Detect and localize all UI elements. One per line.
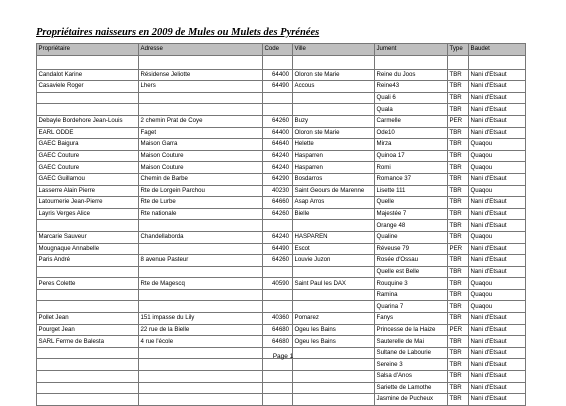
cell-type: TBR	[448, 394, 469, 406]
cell-type: TBR	[448, 220, 469, 232]
cell-type: TBR	[448, 81, 469, 93]
cell-mare: Sultane de Labourie	[375, 347, 448, 359]
cell-type: TBR	[448, 371, 469, 383]
cell-code: 64400	[263, 127, 293, 139]
cell-code: 64260	[263, 255, 293, 267]
cell-type: TBR	[448, 266, 469, 278]
cell-city: Bielle	[293, 208, 375, 220]
cell-address: Faget	[139, 127, 263, 139]
header-mare: Jument	[375, 44, 448, 56]
cell-type: TBR	[448, 162, 469, 174]
table-row	[37, 115, 526, 127]
cell-type: TBR	[448, 336, 469, 348]
cell-code	[263, 289, 293, 301]
table-row	[37, 92, 526, 104]
cell-mare: Sereine 3	[375, 359, 448, 371]
table-row	[37, 289, 526, 301]
cell-city: Pomarez	[293, 313, 375, 325]
table-row	[37, 324, 526, 336]
cell-owner	[37, 92, 139, 104]
table-row	[37, 313, 526, 325]
cell-address	[139, 243, 263, 255]
cell-city: HASPAREN	[293, 231, 375, 243]
cell-owner: Mougnaque Annabelle	[37, 243, 139, 255]
table-row	[37, 301, 526, 313]
cell-code: 40590	[263, 278, 293, 290]
cell-address	[139, 92, 263, 104]
cell-address	[139, 266, 263, 278]
cell-address: Maison Couture	[139, 150, 263, 162]
cell-city: Hasparren	[293, 150, 375, 162]
cell-owner: Casaviele Roger	[37, 81, 139, 93]
cell-address	[139, 289, 263, 301]
cell-mare: Majestée 7	[375, 208, 448, 220]
cell-code	[263, 104, 293, 116]
cell-donkey: Nani d'Etsaut	[469, 324, 526, 336]
table-row	[37, 81, 526, 93]
cell-owner	[37, 104, 139, 116]
cell-owner	[37, 289, 139, 301]
cell-code: 64240	[263, 231, 293, 243]
cell-mare: Ode10	[375, 127, 448, 139]
table-row	[37, 208, 526, 220]
cell-type: TBR	[448, 127, 469, 139]
table-row	[37, 278, 526, 290]
cell-address	[139, 55, 263, 69]
cell-mare: Lisette 111	[375, 185, 448, 197]
cell-address	[139, 104, 263, 116]
table-row	[37, 69, 526, 81]
cell-mare: Princesse de la Haize	[375, 324, 448, 336]
cell-donkey: Nani d'Etsaut	[469, 394, 526, 406]
cell-donkey: Nani d'Etsaut	[469, 371, 526, 383]
cell-mare: Rosée d'Ossau	[375, 255, 448, 267]
cell-mare: Quelle	[375, 197, 448, 209]
cell-address: Rte de Lurbe	[139, 197, 263, 209]
table-row	[37, 197, 526, 209]
cell-city: Bosdarros	[293, 173, 375, 185]
table-row	[37, 231, 526, 243]
cell-donkey: Nani d'Etsaut	[469, 115, 526, 127]
cell-address	[139, 220, 263, 232]
cell-code	[263, 359, 293, 371]
cell-type: TBR	[448, 231, 469, 243]
cell-code: 64260	[263, 208, 293, 220]
cell-type: PER	[448, 324, 469, 336]
cell-address: Rte de Lorgein Parchou	[139, 185, 263, 197]
cell-owner: Candalot Karine	[37, 69, 139, 81]
cell-city: Ogeu les Bains	[293, 324, 375, 336]
cell-type	[448, 55, 469, 69]
cell-address: 22 rue de la Bielle	[139, 324, 263, 336]
header-code: Code	[263, 44, 293, 56]
cell-mare: Orange 48	[375, 220, 448, 232]
cell-donkey: Quaqou	[469, 231, 526, 243]
cell-owner: SARL Ferme de Balesta	[37, 336, 139, 348]
cell-owner: Peres Colette	[37, 278, 139, 290]
cell-owner: Pollet Jean	[37, 313, 139, 325]
cell-donkey: Nani d'Etsaut	[469, 359, 526, 371]
table-header-row	[37, 44, 526, 56]
cell-type: TBR	[448, 92, 469, 104]
cell-code: 64660	[263, 197, 293, 209]
cell-owner	[37, 359, 139, 371]
cell-address: Chemin de Barbe	[139, 173, 263, 185]
cell-mare: Rouquine 3	[375, 278, 448, 290]
cell-city	[293, 104, 375, 116]
cell-type: TBR	[448, 301, 469, 313]
cell-mare: Quarina 7	[375, 301, 448, 313]
cell-type: TBR	[448, 139, 469, 151]
header-owner: Propriétaire	[37, 44, 139, 56]
cell-type: TBR	[448, 278, 469, 290]
cell-city: Helette	[293, 139, 375, 151]
cell-city: Oloron ste Marie	[293, 127, 375, 139]
cell-owner: Layris Verges Alice	[37, 208, 139, 220]
cell-type: TBR	[448, 208, 469, 220]
cell-mare: Fanys	[375, 313, 448, 325]
cell-code: 64240	[263, 150, 293, 162]
cell-city	[293, 382, 375, 394]
cell-owner	[37, 371, 139, 383]
cell-owner	[37, 382, 139, 394]
cell-address: 151 impasse du Lily	[139, 313, 263, 325]
table-row	[37, 139, 526, 151]
cell-code	[263, 382, 293, 394]
cell-owner: GAEC Guillamou	[37, 173, 139, 185]
table-row	[37, 266, 526, 278]
cell-city	[293, 359, 375, 371]
cell-address: Rte de Magescq	[139, 278, 263, 290]
cell-owner: GAEC Couture	[37, 162, 139, 174]
cell-address: Résidense Jeliotte	[139, 69, 263, 81]
cell-code: 64290	[263, 173, 293, 185]
cell-city: Saint Paul les DAX	[293, 278, 375, 290]
cell-mare: Reine du Joos	[375, 69, 448, 81]
cell-donkey: Nani d'Etsaut	[469, 173, 526, 185]
table-row	[37, 336, 526, 348]
cell-type: TBR	[448, 289, 469, 301]
cell-code: 40360	[263, 313, 293, 325]
cell-mare: Qualine	[375, 231, 448, 243]
cell-code	[263, 92, 293, 104]
cell-city	[293, 266, 375, 278]
cell-type: PER	[448, 115, 469, 127]
cell-address: Chandellaborda	[139, 231, 263, 243]
cell-type: TBR	[448, 382, 469, 394]
cell-code: 64260	[263, 115, 293, 127]
cell-code: 64240	[263, 162, 293, 174]
cell-mare: Quinoa 17	[375, 150, 448, 162]
cell-address	[139, 382, 263, 394]
cell-type: TBR	[448, 104, 469, 116]
cell-city: Louvie Juzon	[293, 255, 375, 267]
cell-address	[139, 359, 263, 371]
cell-address: Maison Couture	[139, 162, 263, 174]
cell-owner: Latournerie Jean-Pierre	[37, 197, 139, 209]
cell-city	[293, 220, 375, 232]
cell-address: 2 chemin Prat de Coye	[139, 115, 263, 127]
cell-city: Hasparren	[293, 162, 375, 174]
table-row	[37, 220, 526, 232]
cell-code	[263, 371, 293, 383]
cell-mare	[375, 55, 448, 69]
table-row	[37, 382, 526, 394]
cell-mare: Sariette de Lamothe	[375, 382, 448, 394]
cell-donkey: Nani d'Etsaut	[469, 336, 526, 348]
cell-code: 64680	[263, 336, 293, 348]
table-row	[37, 255, 526, 267]
table-row	[37, 185, 526, 197]
table-row	[37, 173, 526, 185]
cell-address: 4 rue l'école	[139, 336, 263, 348]
cell-donkey: Nani d'Etsaut	[469, 104, 526, 116]
cell-owner	[37, 55, 139, 69]
cell-donkey: Nani d'Etsaut	[469, 347, 526, 359]
cell-type: TBR	[448, 150, 469, 162]
table-row	[37, 371, 526, 383]
cell-city: Oloron ste Marie	[293, 69, 375, 81]
cell-owner	[37, 220, 139, 232]
cell-mare: Mirza	[375, 139, 448, 151]
header-donkey: Baudet	[469, 44, 526, 56]
cell-type: PER	[448, 243, 469, 255]
cell-owner: Marcarie Sauveur	[37, 231, 139, 243]
header-city: Ville	[293, 44, 375, 56]
cell-donkey: Nani d'Etsaut	[469, 243, 526, 255]
cell-donkey: Nani d'Etsaut	[469, 208, 526, 220]
cell-owner: GAEC Couture	[37, 150, 139, 162]
cell-address	[139, 371, 263, 383]
cell-type: TBR	[448, 255, 469, 267]
cell-donkey: Nani d'Etsaut	[469, 81, 526, 93]
cell-address: Rte nationale	[139, 208, 263, 220]
cell-code	[263, 301, 293, 313]
cell-donkey: Quaqou	[469, 278, 526, 290]
owners-table	[36, 43, 526, 406]
cell-city	[293, 92, 375, 104]
cell-city: Accous	[293, 81, 375, 93]
header-address: Adresse	[139, 44, 263, 56]
cell-owner: Lasserre Alain Pierre	[37, 185, 139, 197]
cell-donkey: Nani d'Etsaut	[469, 266, 526, 278]
cell-mare: Reine43	[375, 81, 448, 93]
cell-donkey: Quaqou	[469, 150, 526, 162]
cell-owner: GAEC Baigura	[37, 139, 139, 151]
cell-mare: Quala	[375, 104, 448, 116]
cell-city: Ogeu les Bains	[293, 336, 375, 348]
header-type: Type	[448, 44, 469, 56]
cell-owner: Debayle Bordehore Jean-Louis	[37, 115, 139, 127]
cell-city: Buzy	[293, 115, 375, 127]
cell-type: TBR	[448, 359, 469, 371]
cell-address: Lhers	[139, 81, 263, 93]
cell-type: TBR	[448, 197, 469, 209]
cell-code	[263, 220, 293, 232]
cell-city: Asap Arros	[293, 197, 375, 209]
cell-owner: EARL ODDE	[37, 127, 139, 139]
cell-owner	[37, 266, 139, 278]
cell-address: 8 avenue Pasteur	[139, 255, 263, 267]
cell-address	[139, 301, 263, 313]
cell-mare: Romance 37	[375, 173, 448, 185]
page-title: Propriétaires naisseurs en 2009 de Mules ou Mulets des Pyrénées	[36, 27, 320, 38]
cell-mare: Ramina	[375, 289, 448, 301]
cell-mare: Salsa d'Anos	[375, 371, 448, 383]
cell-type: TBR	[448, 347, 469, 359]
cell-donkey: Nani d'Etsaut	[469, 382, 526, 394]
cell-city	[293, 301, 375, 313]
cell-donkey: Quaqou	[469, 301, 526, 313]
cell-code: 64490	[263, 81, 293, 93]
table-row	[37, 104, 526, 116]
cell-type: TBR	[448, 173, 469, 185]
cell-mare: Sauterelle de Mai	[375, 336, 448, 348]
cell-mare: Réveuse 79	[375, 243, 448, 255]
cell-mare: Quali 6	[375, 92, 448, 104]
cell-donkey: Quaqou	[469, 139, 526, 151]
cell-owner: Paris André	[37, 255, 139, 267]
table-row	[37, 162, 526, 174]
cell-donkey: Nani d'Etsaut	[469, 313, 526, 325]
cell-mare: Jasmine de Pucheux	[375, 394, 448, 406]
table-row	[37, 243, 526, 255]
cell-code	[263, 266, 293, 278]
cell-donkey: Nani d'Etsaut	[469, 92, 526, 104]
cell-type: TBR	[448, 313, 469, 325]
cell-city	[293, 289, 375, 301]
table-row	[37, 127, 526, 139]
cell-donkey: Nani d'Etsaut	[469, 197, 526, 209]
cell-donkey: Nani d'Etsaut	[469, 220, 526, 232]
cell-type: TBR	[448, 69, 469, 81]
cell-address: Maison Garra	[139, 139, 263, 151]
cell-owner: Pourget Jean	[37, 324, 139, 336]
table-row	[37, 359, 526, 371]
cell-code: 64640	[263, 139, 293, 151]
cell-mare: Carmelle	[375, 115, 448, 127]
cell-donkey: Quaqou	[469, 185, 526, 197]
cell-donkey	[469, 55, 526, 69]
cell-donkey: Quaqou	[469, 289, 526, 301]
cell-mare: Romi	[375, 162, 448, 174]
cell-city	[293, 55, 375, 69]
cell-city: Escot	[293, 243, 375, 255]
cell-donkey: Nani d'Etsaut	[469, 127, 526, 139]
cell-donkey: Nani d'Etsaut	[469, 255, 526, 267]
cell-code: 64400	[263, 69, 293, 81]
cell-donkey: Nani d'Etsaut	[469, 69, 526, 81]
table-row	[37, 55, 526, 69]
cell-mare: Quelle est Belle	[375, 266, 448, 278]
cell-code: 64490	[263, 243, 293, 255]
cell-code: 64680	[263, 324, 293, 336]
cell-owner	[37, 301, 139, 313]
table-row	[37, 150, 526, 162]
cell-city: Saint Geours de Marenne	[293, 185, 375, 197]
cell-code	[263, 55, 293, 69]
cell-donkey: Quaqou	[469, 162, 526, 174]
cell-type: TBR	[448, 185, 469, 197]
cell-code: 40230	[263, 185, 293, 197]
cell-city	[293, 371, 375, 383]
page-footer: Page 1	[272, 353, 294, 360]
